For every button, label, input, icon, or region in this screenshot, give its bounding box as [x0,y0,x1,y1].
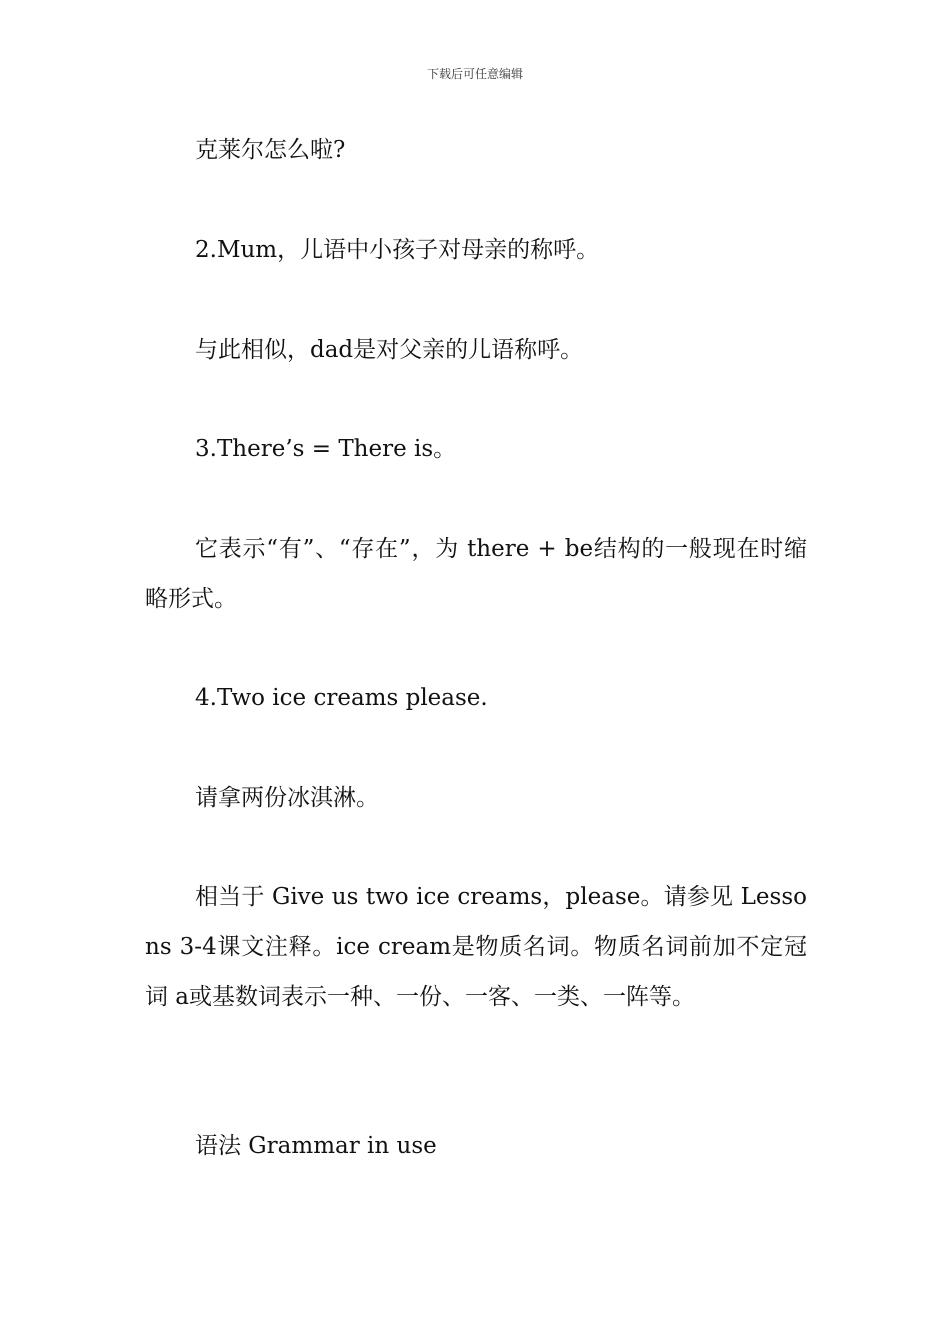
paragraph-9: 语法 Grammar in use [195,1133,437,1159]
page-header: 下载后可任意编辑 [426,67,523,81]
paragraph-2: 2.Mum，儿语中小孩子对母亲的称呼。 [195,237,600,263]
paragraph-6: 4.Two ice creams please. [195,685,488,711]
paragraph-7: 请拿两份冰淇淋。 [195,785,379,811]
paragraph-3: 与此相似，dad是对父亲的儿语称呼。 [195,337,584,363]
paragraph-1: 克莱尔怎么啦? [195,137,346,163]
paragraph-8: 相当于 Give us two ice creams，please。请参见 Lessons 3-4课文注释。ice cream是物质名词。物质名词前加不定冠词 a或基数词表示一种、一份、一客、一类、一阵等。 [145,884,807,1010]
paragraph-4: 3.There’s = There is。 [195,436,457,462]
paragraph-5: 它表示“有”、“存在”，为 there + be结构的一般现在时缩略形式。 [145,536,807,612]
